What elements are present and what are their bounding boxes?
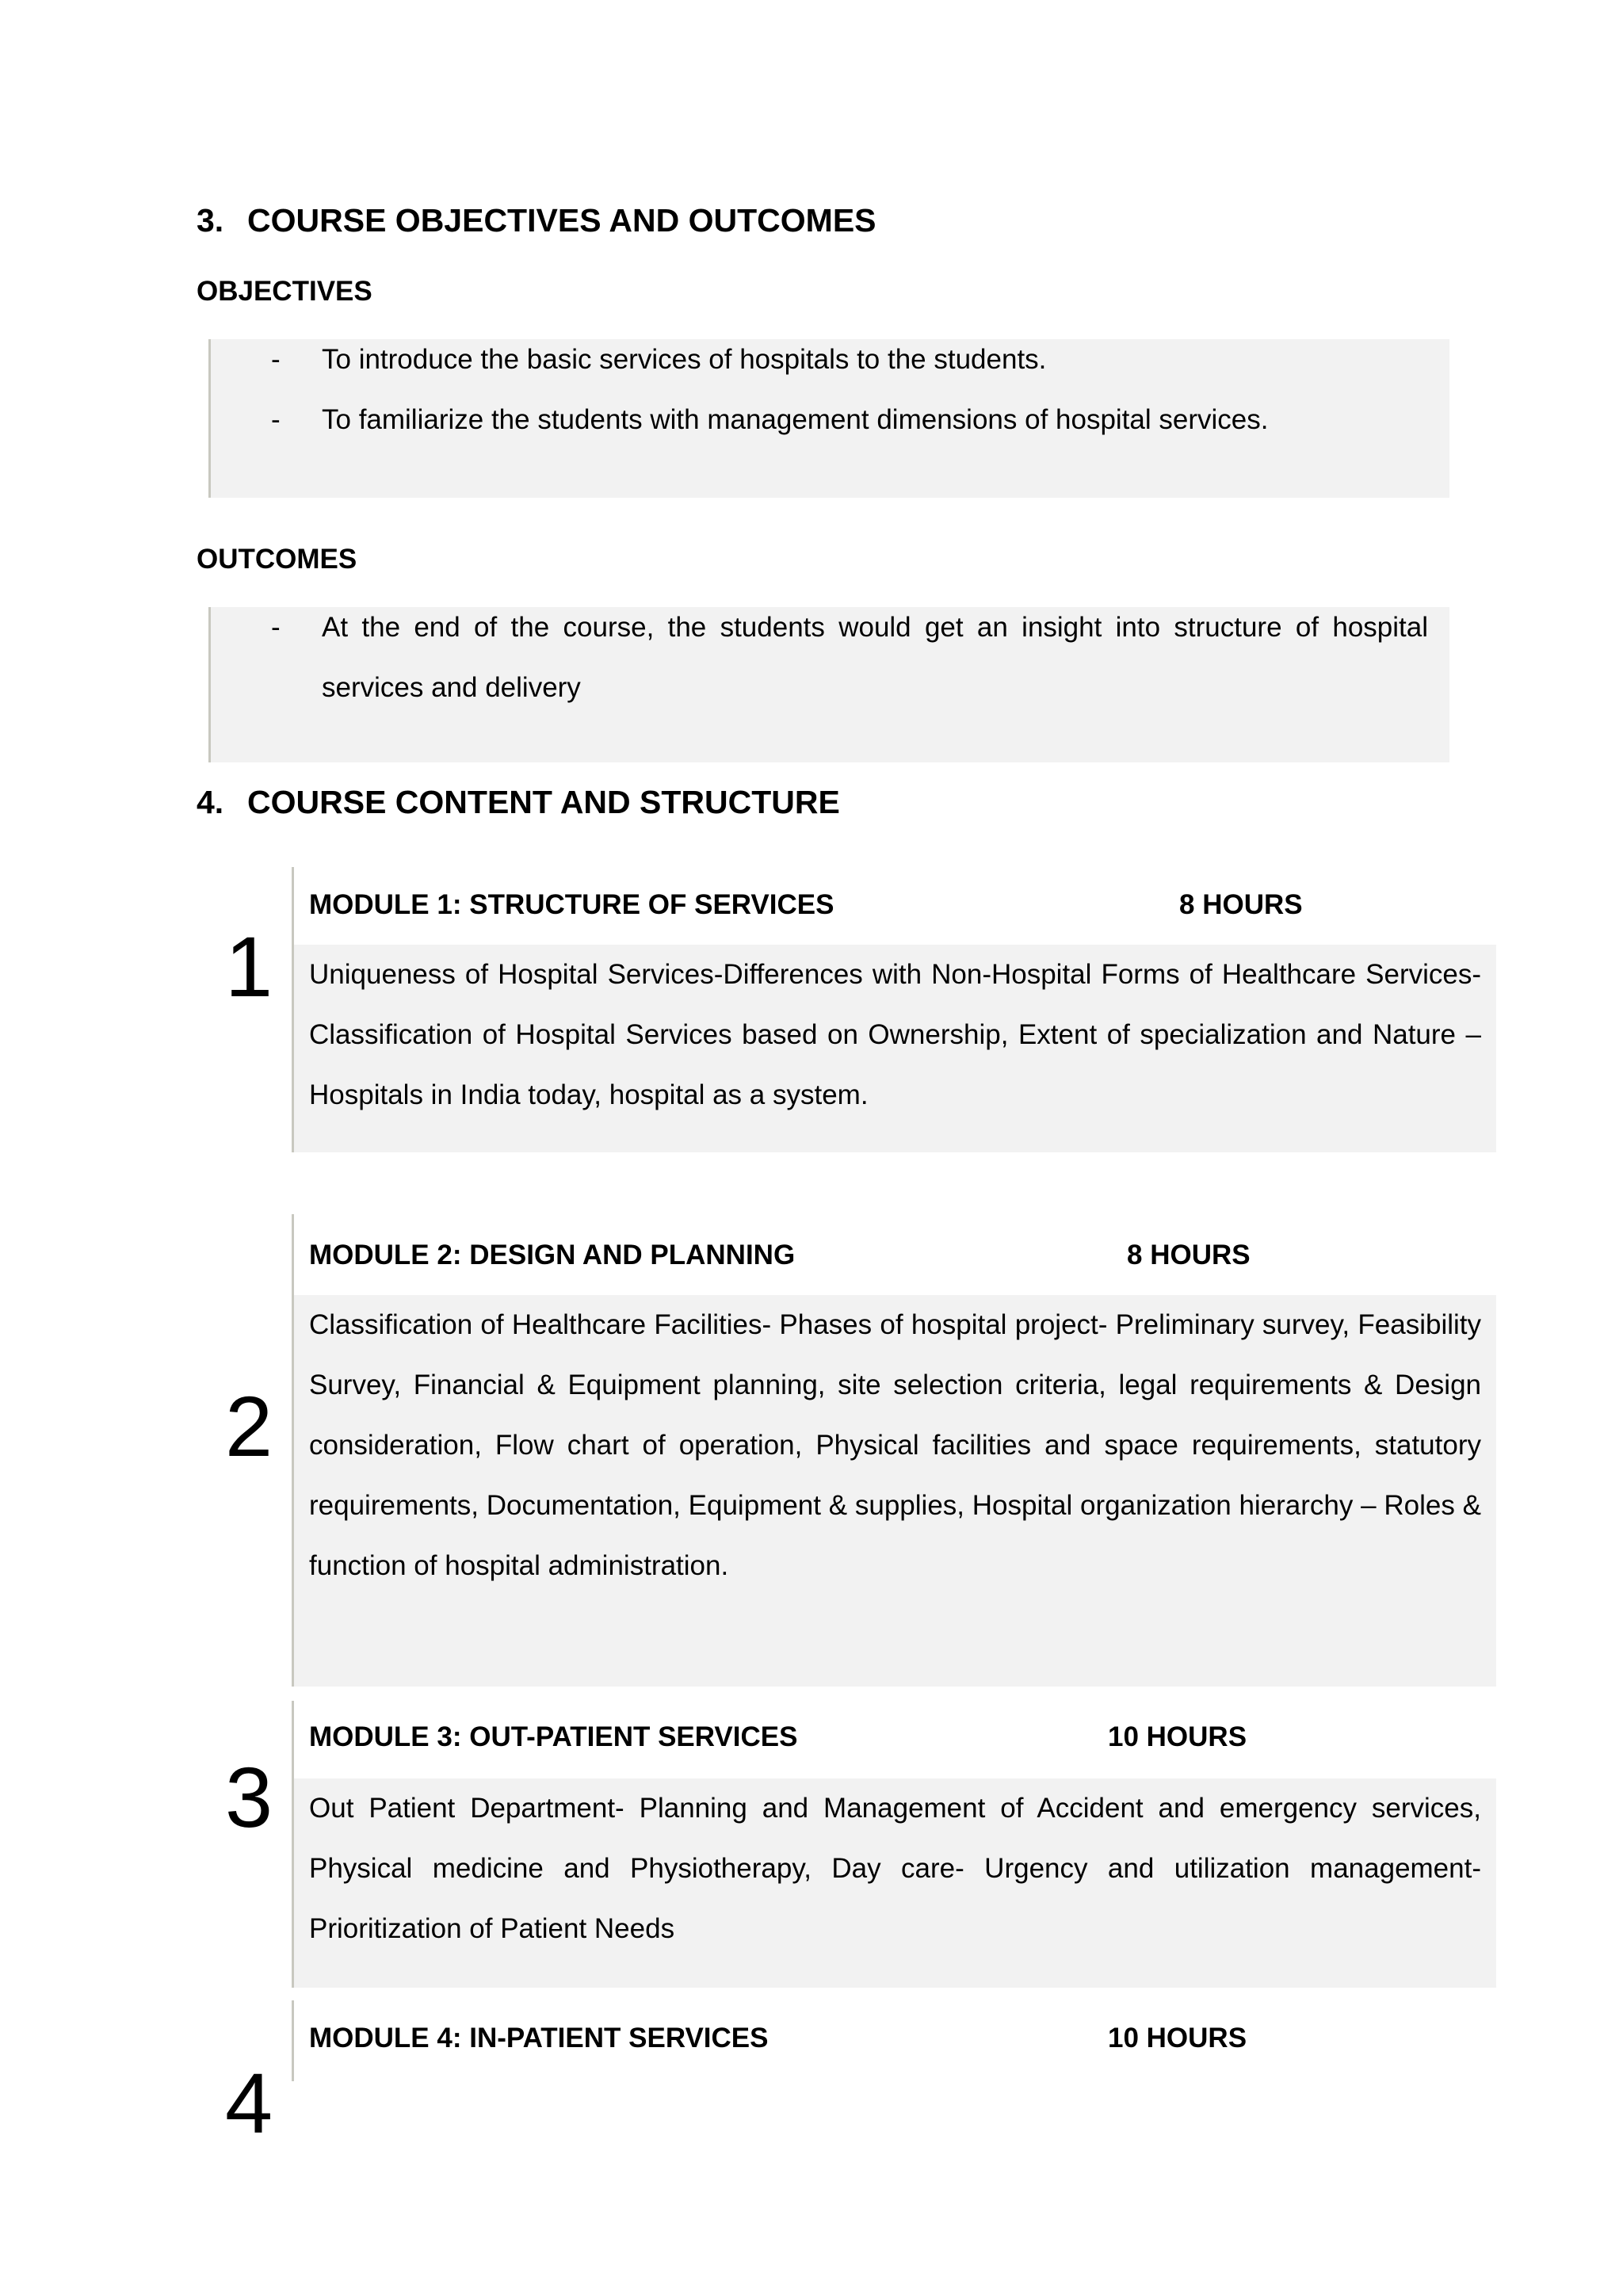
module-2-title: MODULE 2: DESIGN AND PLANNING — [309, 1240, 796, 1270]
outcome-text: At the end of the course, the students would get an insight into structure of hospital services and delivery — [322, 612, 1428, 703]
objectives-heading: OBJECTIVES — [197, 276, 372, 307]
module-1-content: Uniqueness of Hospital Services-Differences with Non-Hospital Forms of Healthcare Services-Classification of Hospital Services based on Ownership, Extent of specialization and Nature – Hospitals in India today, hospital as a system. — [294, 945, 1496, 1152]
module-4-title: MODULE 4: IN-PATIENT SERVICES — [309, 2023, 769, 2053]
module-3-hours: 10 HOURS — [1108, 1721, 1247, 1752]
module-4-number: 4 — [225, 2055, 273, 2151]
bullet-dash: - — [271, 404, 281, 435]
section-3-title: COURSE OBJECTIVES AND OUTCOMES — [247, 202, 876, 239]
module-3-title: MODULE 3: OUT-PATIENT SERVICES — [309, 1721, 798, 1752]
module-1-hours: 8 HOURS — [1179, 889, 1303, 920]
module-3-number: 3 — [225, 1749, 273, 1845]
section-4-number: 4. — [197, 784, 224, 820]
module-2-content: Classification of Healthcare Facilities- Phases of hospital project- Preliminary survey, Feasibility Survey, Financial & Equipment planning, site selection criteria, legal requirements & Design consideration, Flow chart of operation, Physical facilities and space requirements, statutory requirements, Documentation, Equipment & supplies, Hospital organization hierarchy – Roles & function of hospital administration. — [294, 1295, 1496, 1687]
module-2-number: 2 — [225, 1378, 273, 1474]
objective-text: To introduce the basic services of hospitals to the students. — [322, 344, 1047, 375]
section-3-heading — [197, 204, 876, 237]
module-3-content: Out Patient Department- Planning and Management of Accident and emergency services, Physical medicine and Physiotherapy, Day care- Urgency and utilization management- Prioritization of Patient Needs — [294, 1778, 1496, 1988]
objective-text: To familiarize the students with management dimensions of hospital services. — [322, 404, 1269, 435]
section-4-title: COURSE CONTENT AND STRUCTURE — [247, 784, 840, 820]
bullet-dash: - — [271, 344, 281, 375]
section-4-heading — [197, 786, 840, 819]
section-3-number: 3. — [197, 202, 224, 239]
module-4-number-clip — [0, 2055, 1623, 2151]
outcomes-heading: OUTCOMES — [197, 544, 357, 575]
module-1-title: MODULE 1: STRUCTURE OF SERVICES — [309, 889, 834, 920]
bullet-dash: - — [271, 612, 281, 643]
module-1-number: 1 — [225, 919, 273, 1014]
module-2-hours: 8 HOURS — [1127, 1240, 1251, 1270]
module-4-hours: 10 HOURS — [1108, 2023, 1247, 2053]
